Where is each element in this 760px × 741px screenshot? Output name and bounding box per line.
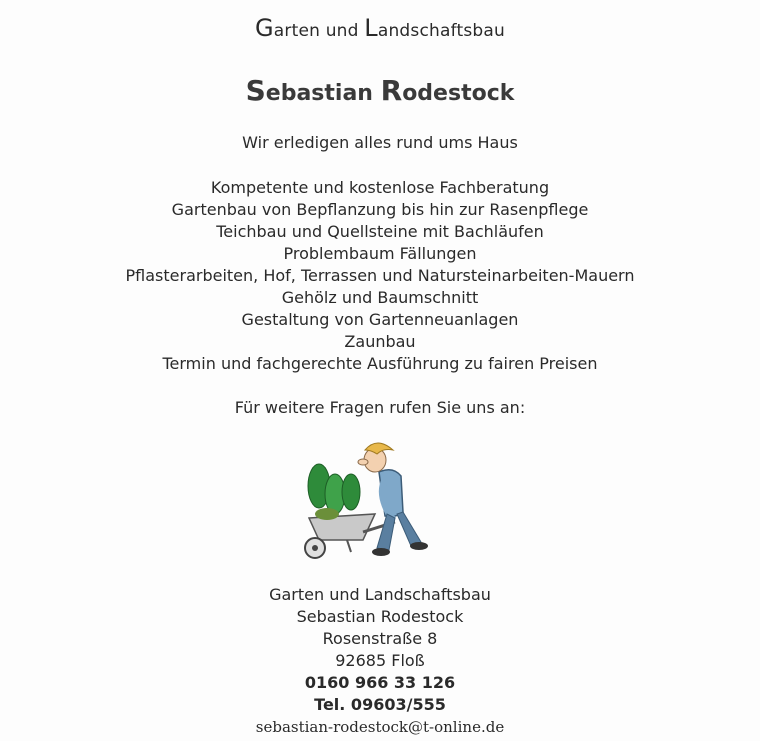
service-item: Zaunbau <box>344 332 416 351</box>
slogan: Wir erledigen alles rund ums Haus <box>242 133 518 152</box>
services-list <box>0 177 760 375</box>
contact-phone: Tel. 09603/555 <box>314 695 446 714</box>
service-item: Gartenbau von Bepflanzung bis hin zur Rasenpflege <box>171 200 589 219</box>
owner-initial-r: R <box>380 74 403 107</box>
service-item: Termin und fachgerechte Ausführung zu fairen Preisen <box>162 354 598 373</box>
contact-name: Sebastian Rodestock <box>296 607 464 626</box>
owner-part-2: odestock <box>402 81 515 106</box>
service-item: Kompetente und kostenlose Fachberatung <box>210 178 550 197</box>
service-item: Problembaum Fällungen <box>283 244 477 263</box>
heading-initial-l: L <box>364 14 378 42</box>
service-item: Pflasterarbeiten, Hof, Terrassen und Natursteinarbeiten-Mauern <box>125 266 635 285</box>
contact-city: 92685 Floß <box>335 651 425 670</box>
contact-company: Garten und Landschaftsbau <box>269 585 491 604</box>
heading-part-2: andschaftsbau <box>377 21 505 41</box>
owner-initial-s: S <box>245 74 266 107</box>
call-to-action: Für weitere Fragen rufen Sie uns an: <box>234 398 526 417</box>
contact-block <box>0 584 760 738</box>
service-item: Gestaltung von Gartenneuanlagen <box>241 310 519 329</box>
owner-name <box>0 74 760 107</box>
contact-street: Rosenstraße 8 <box>322 629 438 648</box>
gardener-wheelbarrow-icon <box>297 436 437 566</box>
contact-email: sebastian-rodestock@t-online.de <box>255 718 505 736</box>
heading-initial-g: G <box>254 14 274 42</box>
contact-mobile: 0160 966 33 126 <box>304 673 456 692</box>
service-item: Gehölz und Baumschnitt <box>281 288 479 307</box>
owner-part-1: ebastian <box>265 81 381 106</box>
service-item: Teichbau und Quellsteine mit Bachläufen <box>216 222 544 241</box>
heading-part-1: arten und <box>273 21 365 41</box>
company-heading <box>0 14 760 42</box>
